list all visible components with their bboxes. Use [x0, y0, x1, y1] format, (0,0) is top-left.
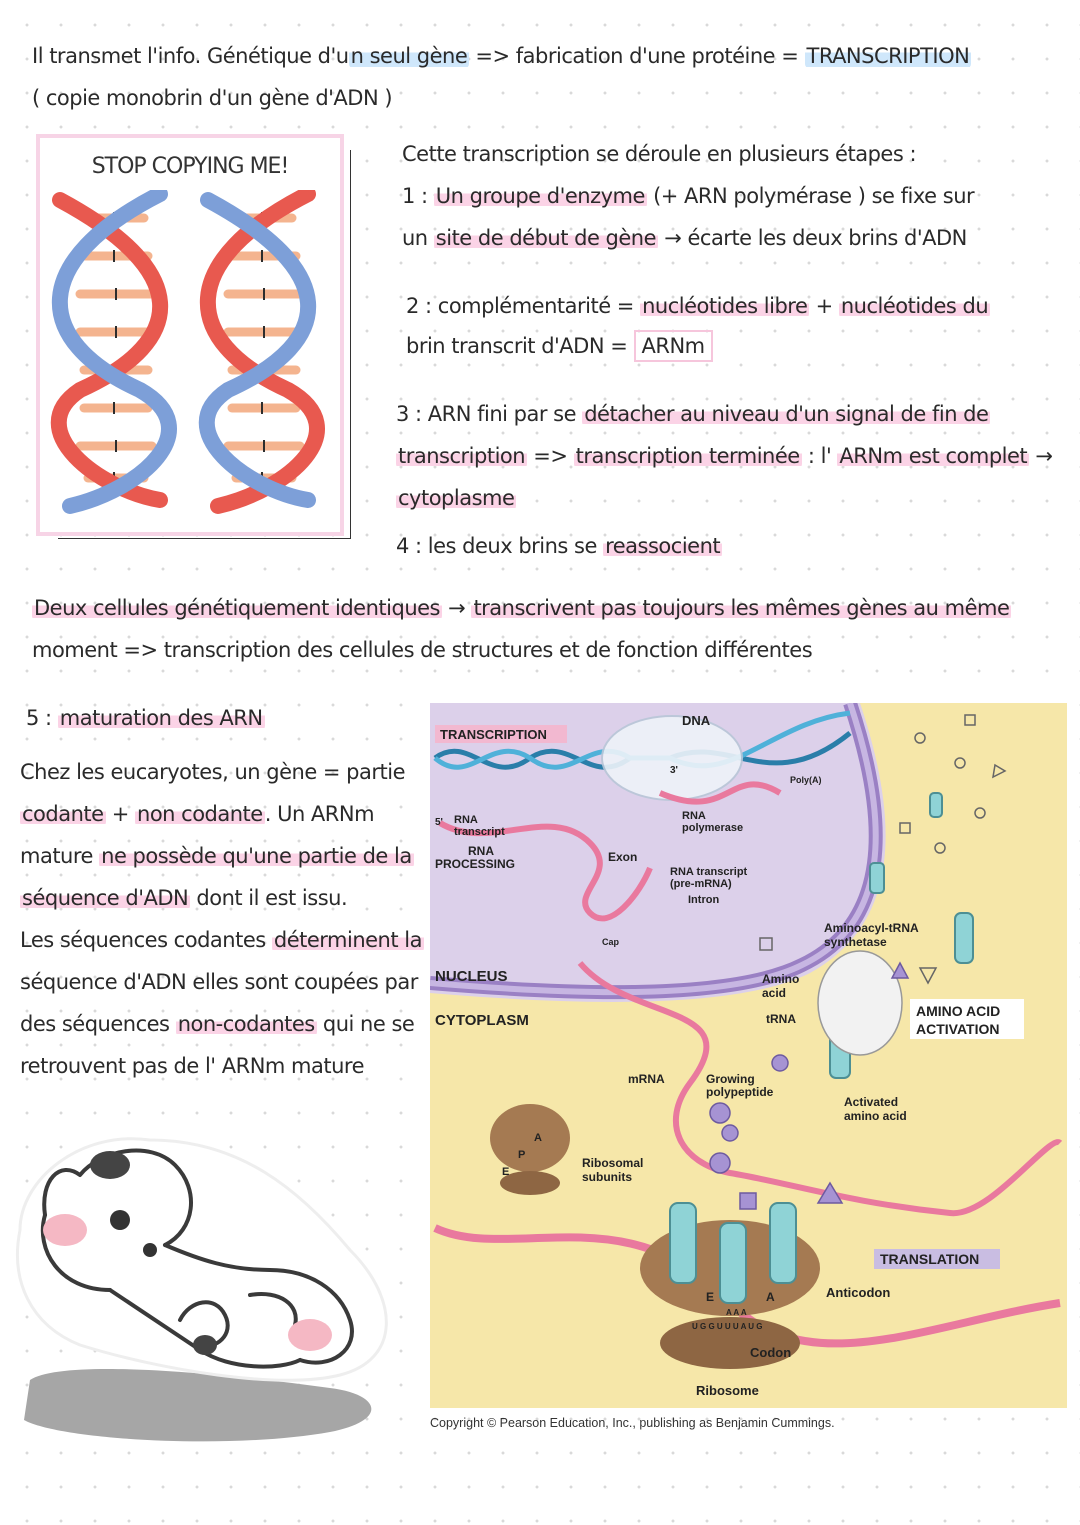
maturation-p8: retrouvent pas de l' ARNm mature: [20, 1054, 365, 1078]
label-dna: DNA: [682, 713, 711, 728]
label-codon: Codon: [750, 1345, 792, 1360]
steps-intro: Cette transcription se déroule en plusieurs étapes :: [402, 142, 917, 166]
label-three-prime: 3': [670, 765, 678, 776]
dna-helix-right: [207, 194, 317, 506]
maturation-p6: séquence d'ADN elles sont coupées par: [20, 970, 418, 994]
label-amino-acid-1: Amino: [762, 972, 800, 986]
step-4: [396, 534, 722, 558]
step-1-number: 1 :: [402, 184, 434, 208]
rna-polymerase-bubble: [602, 716, 742, 800]
label-activated-1: Activated: [844, 1095, 899, 1109]
dna-helix-illustration: [40, 190, 332, 520]
maturation-non-codante: non codante: [137, 802, 263, 826]
step-3-highlight-5: cytoplasme: [398, 486, 515, 510]
label-site-a: A: [766, 1290, 775, 1304]
dna-helix-left: [59, 194, 169, 506]
maturation-p4: [20, 886, 347, 910]
label-mrna: mRNA: [628, 1072, 665, 1086]
label-intron: Intron: [688, 894, 720, 906]
label-cytoplasm: CYTOPLASM: [435, 1012, 529, 1029]
cells-line-2: moment => transcription des cellules de structures et de fonction différentes: [32, 638, 813, 662]
label-activated-2: amino acid: [844, 1109, 907, 1123]
cat-sticker-illustration: [0, 1120, 420, 1460]
label-subunit-e: E: [502, 1166, 510, 1178]
maturation-text: . Un ARNm: [264, 802, 375, 826]
label-subunit-a: A: [534, 1132, 542, 1144]
step-3-highlight-2: transcription: [398, 444, 526, 468]
label-translation: TRANSLATION: [880, 1251, 980, 1267]
step-1-highlight: Un groupe d'enzyme: [435, 184, 645, 208]
step-1-text-2: un: [402, 226, 434, 250]
maturation-highlight: ne possède qu'une partie de la: [101, 844, 412, 868]
label-rna-processing-2: PROCESSING: [435, 857, 516, 871]
label-growing-2: polypeptide: [706, 1085, 774, 1099]
label-ribosome: Ribosome: [696, 1383, 759, 1398]
label-transcription: TRANSCRIPTION: [440, 727, 547, 742]
maturation-highlight-2: séquence d'ADN: [22, 886, 189, 910]
label-rna-polymerase-2: polymerase: [682, 822, 744, 834]
intro-line-1: [32, 44, 971, 68]
intro-highlight-gene: n seul gène: [350, 44, 468, 68]
maturation-title-highlight: maturation des ARN: [59, 706, 263, 730]
label-five-prime: 5': [435, 817, 443, 828]
label-rna-processing-1: RNA: [468, 844, 494, 858]
label-anticodon: Anticodon: [826, 1285, 891, 1300]
maturation-highlight-4: non-codantes: [177, 1012, 315, 1036]
step-2-text-2: brin transcrit d'ADN =: [406, 334, 634, 358]
cat-eye-2: [143, 1243, 157, 1257]
label-subunit-p: P: [518, 1149, 526, 1161]
maturation-p3: [20, 844, 414, 868]
cat-eye: [110, 1210, 130, 1230]
aminoacyl-trna-synthetase: [818, 951, 902, 1055]
label-amino-acid-2: acid: [762, 986, 787, 1000]
step-1-line-1: [402, 184, 974, 208]
gene-expression-diagram: [430, 703, 1067, 1408]
label-nucleus: NUCLEUS: [435, 968, 508, 985]
step-3-highlight-3: transcription terminée: [575, 444, 800, 468]
step-2-line-2: [406, 334, 713, 358]
step-3-line-2: [396, 444, 1052, 468]
maturation-p7: [20, 1012, 414, 1036]
label-site-e: E: [706, 1290, 715, 1304]
maturation-number: 5 :: [26, 706, 58, 730]
label-pre-mrna-1: RNA transcript: [670, 866, 748, 878]
diagram-copyright: Copyright © Pearson Education, Inc., publishing as Benjamin Cummings.: [430, 1416, 835, 1430]
cat-pink-patch: [43, 1214, 87, 1246]
step-2-line-1: [406, 294, 990, 318]
step-1-highlight-2: site de début de gène: [435, 226, 657, 250]
label-trna: tRNA: [766, 1012, 796, 1026]
label-rna-polymerase-1: RNA: [682, 810, 706, 822]
label-rna-transcript-1: RNA: [454, 814, 478, 826]
watermark-text: STOP COPYING ME!: [91, 154, 289, 179]
cells-arrow: →: [441, 596, 472, 620]
label-synthetase-1: Aminoacyl-tRNA: [824, 921, 919, 935]
step-3-highlight: détacher au niveau d'un signal de fin de: [584, 402, 989, 426]
step-3-text: 3 : ARN fini par se: [396, 402, 583, 426]
step-4-highlight: reassocient: [605, 534, 721, 558]
label-synthetase-2: synthetase: [824, 935, 887, 949]
step-2-text: 2 : complémentarité =: [406, 294, 641, 318]
maturation-highlight-3: déterminent la: [273, 928, 422, 952]
cat-paw-patch: [193, 1335, 217, 1355]
step-2-highlight-2: nucléotides du: [840, 294, 989, 318]
maturation-p1: Chez les eucaryotes, un gène = partie: [20, 760, 406, 784]
step-2-arnm-box: ARNm: [634, 330, 713, 362]
intro-line-2: ( copie monobrin d'un gène d'ADN ): [32, 86, 393, 110]
step-3-text-2: : l': [801, 444, 838, 468]
step-2-plus: +: [809, 294, 839, 318]
cells-line-1: [32, 596, 1011, 620]
intro-text-2: => fabrication d'une protéine =: [469, 44, 805, 68]
intro-text: Il transmet l'info. Génétique d'u: [32, 44, 349, 68]
maturation-p5: [20, 928, 424, 952]
cat-pink-patch-2: [288, 1319, 332, 1351]
step-1-text: (+ ARN polymérase ) se fixe sur: [646, 184, 975, 208]
maturation-text-3: dont il est issu.: [190, 886, 348, 910]
step-3-arrow-2: →: [1029, 444, 1053, 468]
label-anticodon-letters: A A A: [726, 1308, 747, 1317]
step-3-arrow: =>: [527, 444, 574, 468]
intro-term-transcription: TRANSCRIPTION: [806, 44, 970, 68]
label-exon: Exon: [608, 850, 638, 864]
label-activation-2: ACTIVATION: [916, 1021, 1000, 1037]
maturation-text-5: des séquences: [20, 1012, 176, 1036]
label-rna-transcript-2: transcript: [454, 826, 505, 838]
ribosomal-subunit-large: [490, 1104, 570, 1172]
step-3-line-3: [396, 486, 516, 510]
cells-highlight: Deux cellules génétiquement identiques: [34, 596, 440, 620]
label-ribosomal-1: Ribosomal: [582, 1156, 644, 1170]
label-growing-1: Growing: [706, 1072, 755, 1086]
cat-dark-patch: [90, 1151, 130, 1179]
label-codon-letters: U G G U U U A U G: [692, 1322, 763, 1331]
maturation-title: [26, 706, 265, 730]
step-1-line-2: [402, 226, 967, 250]
maturation-text-4: Les séquences codantes: [20, 928, 272, 952]
step-4-text: 4 : les deux brins se: [396, 534, 604, 558]
maturation-codante: codante: [22, 802, 104, 826]
label-ribosomal-2: subunits: [582, 1170, 632, 1184]
maturation-text-2: mature: [20, 844, 100, 868]
step-3-line-1: [396, 402, 990, 426]
maturation-p2: [20, 802, 374, 826]
dna-sticker-card: [36, 134, 344, 536]
maturation-plus: +: [105, 802, 136, 826]
step-3-highlight-4: ARNm est complet: [839, 444, 1028, 468]
maturation-text-6: qui ne se: [316, 1012, 415, 1036]
label-poly-a: Poly(A): [790, 775, 822, 785]
label-activation-1: AMINO ACID: [916, 1003, 1001, 1019]
label-cap: Cap: [602, 937, 620, 947]
step-1-text-3: → écarte les deux brins d'ADN: [658, 226, 967, 250]
label-pre-mrna-2: (pre-mRNA): [670, 878, 732, 890]
cells-highlight-2: transcrivent pas toujours les mêmes gènes au même: [473, 596, 1010, 620]
step-2-highlight: nucléotides libre: [642, 294, 808, 318]
